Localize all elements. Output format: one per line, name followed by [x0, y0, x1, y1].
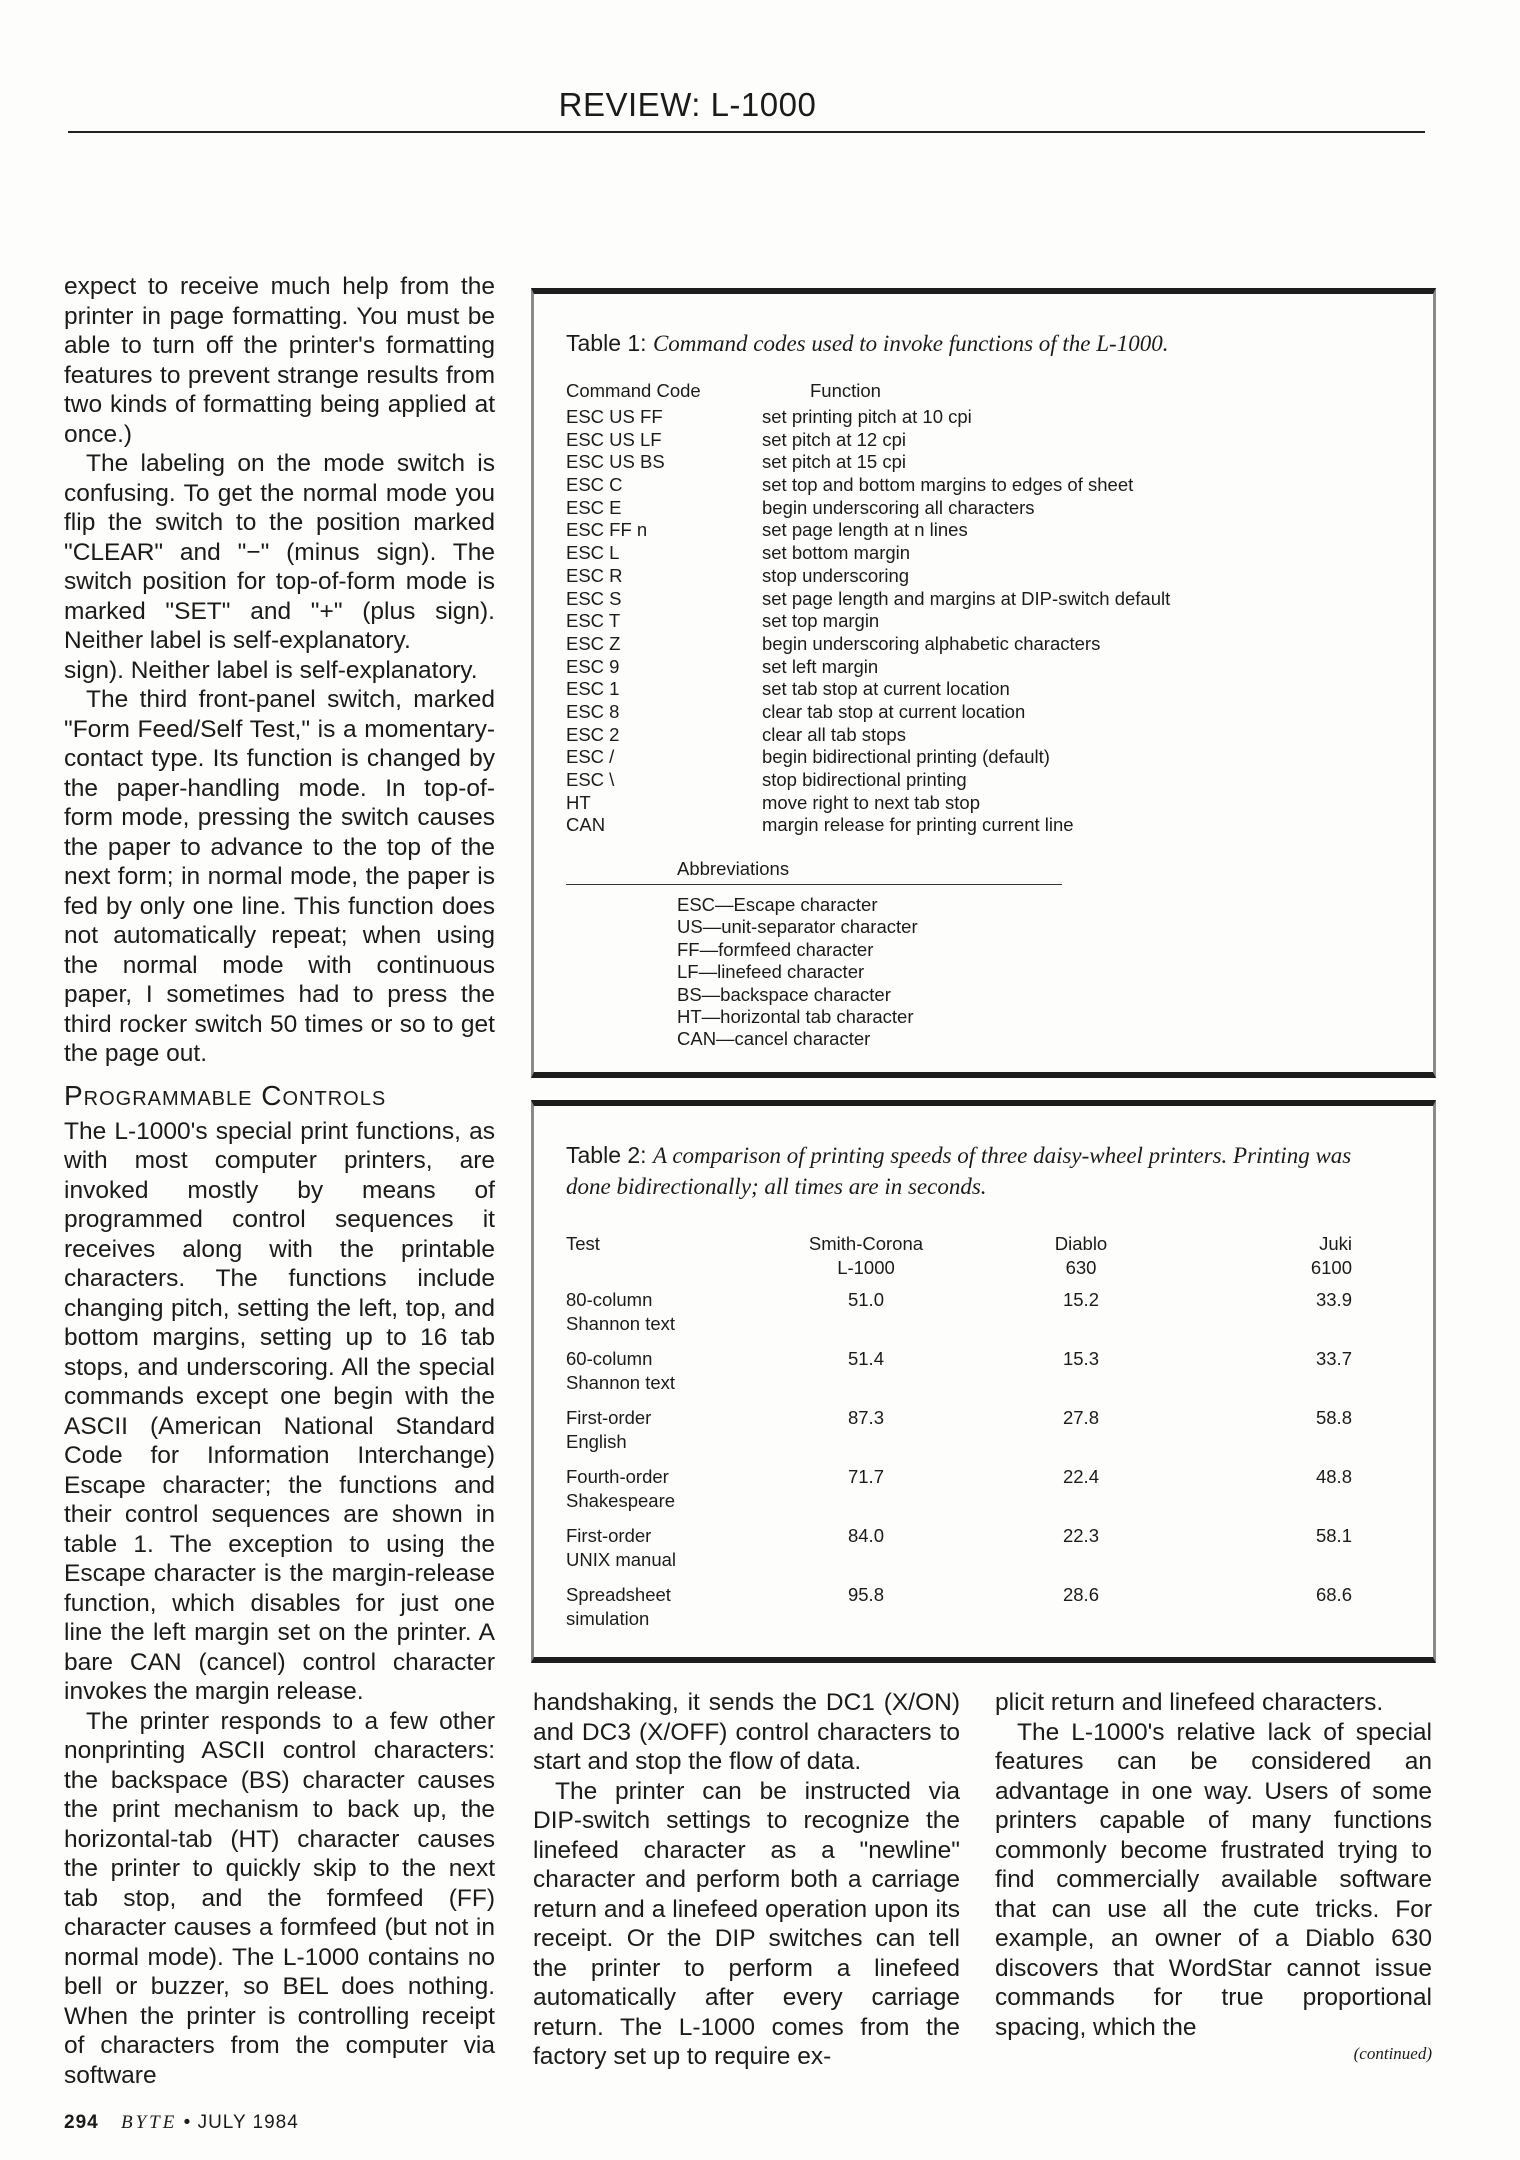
magazine-name: BYTE — [120, 2112, 178, 2133]
time-diablo: 28.6 — [1062, 1584, 1099, 1605]
time-juki: 58.8 — [1315, 1407, 1352, 1428]
command-code: ESC C — [566, 474, 623, 496]
command-function: begin bidirectional printing (default) — [762, 746, 1050, 768]
time-l1000: 51.4 — [847, 1348, 884, 1369]
test-name-line: simulation — [566, 1608, 650, 1629]
table-1-label: Table 1: — [566, 330, 647, 356]
time-juki: 33.9 — [1315, 1289, 1352, 1310]
paragraph: The printer can be instructed via DIP-switch settings to recognize the linefeed character as a "newline" character and perform both a carriage return and a linefeed operation upon its receipt. Or the DIP switches can tell the printer to perform a linefeed automatically after every carriage return. The L-1000 comes from the factory set up to require ex- — [533, 1777, 960, 2070]
time-juki: 68.6 — [1315, 1584, 1352, 1605]
table-row — [566, 724, 1386, 747]
command-function: move right to next tab stop — [762, 791, 981, 813]
paragraph: handshaking, it sends the DC1 (X/ON) and DC3 (X/OFF) control characters to start and stop the flow of data. — [533, 1689, 960, 1775]
command-function: begin underscoring alphabetic characters — [762, 632, 1101, 654]
time-juki: 33.7 — [1315, 1348, 1352, 1369]
command-function: set page length at n lines — [762, 519, 968, 541]
command-code: ESC R — [566, 564, 623, 586]
speed-table — [566, 1232, 1396, 1642]
header-line: Juki — [1319, 1233, 1352, 1254]
time-l1000: 84.0 — [847, 1525, 884, 1546]
command-code: ESC US FF — [566, 406, 663, 427]
table-row — [566, 633, 1386, 656]
table-row — [566, 474, 1386, 497]
header-test: Test — [566, 1233, 600, 1254]
paragraph: The L-1000's relative lack of special features can be considered an advantage in one way. Users of some printers capable of many functions commonly become frustrated trying to find commercially available software that can use all the cute tricks. For example, an owner of a Diablo 630 discovers that WordStar cannot issue commands for true proportional spacing, which the — [995, 1718, 1432, 2041]
command-code: HT — [566, 791, 591, 813]
header-smith-corona — [766, 1232, 966, 1288]
command-code: ESC S — [566, 587, 622, 609]
time-diablo: 27.8 — [1062, 1407, 1099, 1428]
header-line: Diablo — [1054, 1233, 1108, 1254]
command-function: set tab stop at current location — [762, 678, 1010, 700]
footer-separator: • — [183, 2112, 192, 2133]
abbreviations-list — [677, 894, 918, 1051]
command-function: margin release for printing current line — [762, 814, 1074, 836]
command-function: clear tab stop at current location — [762, 700, 1026, 722]
command-function: set top margin — [762, 610, 880, 632]
table-row — [566, 610, 1386, 633]
header-line: 6100 — [1310, 1257, 1352, 1278]
table-row — [566, 497, 1386, 520]
abbreviation-item: LF—linefeed character — [677, 961, 865, 983]
command-code: ESC 9 — [566, 655, 620, 677]
table-row — [566, 792, 1386, 815]
table-2-label: Table 2: — [566, 1142, 647, 1168]
time-diablo: 15.2 — [1062, 1289, 1099, 1310]
header-line: 630 — [1065, 1257, 1097, 1278]
command-code: ESC 8 — [566, 700, 620, 722]
table-row — [566, 678, 1386, 701]
test-name-line: UNIX manual — [566, 1549, 677, 1570]
paragraph: plicit return and linefeed characters. — [995, 1689, 1384, 1716]
command-code: ESC \ — [566, 769, 615, 790]
table-row — [566, 588, 1386, 611]
command-function: set pitch at 15 cpi — [762, 451, 906, 473]
table-2-caption-text: A comparison of printing speeds of three daisy-wheel printers. Printing was done bidirectionally; all times are in seconds. — [566, 1143, 1352, 1199]
command-function: set top and bottom margins to edges of sheet — [762, 474, 1134, 496]
header-line: L-1000 — [837, 1257, 895, 1278]
abbreviation-item: ESC—Escape character — [677, 894, 878, 915]
table-row — [566, 1347, 1396, 1406]
header-line: Smith-Corona — [808, 1233, 924, 1254]
command-function: set pitch at 12 cpi — [762, 428, 906, 450]
command-code: ESC US LF — [566, 428, 662, 450]
table-row — [566, 1465, 1396, 1524]
section-heading: Programmable Controls — [64, 1079, 387, 1111]
command-function: set left margin — [762, 655, 879, 677]
command-code: ESC 1 — [566, 678, 620, 700]
table-row — [566, 814, 1386, 837]
table-row — [566, 565, 1386, 588]
table-2 — [531, 1100, 1436, 1663]
table-row — [566, 746, 1386, 769]
table-1-caption-text: Command codes used to invoke functions of the L-1000. — [652, 331, 1169, 356]
header-diablo — [966, 1232, 1196, 1288]
time-l1000: 95.8 — [847, 1584, 884, 1605]
table-1 — [531, 288, 1436, 1078]
time-l1000: 87.3 — [847, 1407, 884, 1428]
command-code: ESC T — [566, 610, 621, 632]
test-name — [566, 1288, 766, 1347]
table-row — [566, 1583, 1396, 1642]
abbreviations-heading: Abbreviations — [677, 858, 790, 879]
test-name-line: 60-column — [566, 1348, 653, 1369]
table-row — [566, 406, 1386, 429]
table-row — [566, 429, 1386, 452]
speed-table-body — [566, 1288, 1396, 1642]
table-1-header-function: Function — [810, 380, 881, 401]
issue-date: JULY 1984 — [197, 2112, 299, 2133]
page-footer — [64, 2112, 299, 2134]
command-code: ESC / — [566, 746, 615, 768]
paragraph: The L-1000's special print functions, as with most computer printers, are invoked mostly by means of programmed control sequences it receives along with the printable characters. The functions include changing pitch, setting the left, top, and bottom margins, setting up to 16 tab stops, and underscoring. All the special commands except one begin with the ASCII (American National Standard Code for Information Interchange) Escape character; the functions and their control sequences are shown in table 1. The exception to using the Escape character is the margin-release function, which disables for just one line the left margin set on the printer. A bare CAN (cancel) control character invokes the margin release. — [64, 1117, 495, 1705]
test-name-line: Shannon text — [566, 1372, 676, 1393]
command-function: clear all tab stops — [762, 723, 906, 745]
test-name — [566, 1406, 766, 1465]
paragraph: The printer responds to a few other nonprinting ASCII control characters: the backspace (BS) character causes the print mechanism to back up, the horizontal-tab (HT) character causes the printer to quickly skip to the next tab stop, and the formfeed (FF) character causes a formfeed (but not in normal mode). The L-1000 contains no bell or buzzer, so BEL does nothing. When the printer is controlling receipt of characters from the computer via software — [64, 1707, 495, 2089]
table-row — [566, 542, 1386, 565]
test-name-line: 80-column — [566, 1289, 653, 1310]
command-code: ESC L — [566, 542, 620, 564]
table-1-rows — [566, 406, 1386, 837]
time-juki: 58.1 — [1315, 1525, 1352, 1546]
table-header-row — [566, 1232, 1396, 1288]
test-name-line: First-order — [566, 1407, 652, 1428]
table-row — [566, 701, 1386, 724]
header-rule — [68, 131, 1425, 133]
command-function: set bottom margin — [762, 542, 911, 564]
command-code: ESC FF n — [566, 519, 648, 541]
test-name — [566, 1524, 766, 1583]
test-name-line: Shannon text — [566, 1313, 676, 1334]
table-row — [566, 451, 1386, 474]
abbreviation-item: FF—formfeed character — [677, 938, 874, 960]
time-diablo: 15.3 — [1062, 1348, 1099, 1369]
time-diablo: 22.4 — [1062, 1466, 1099, 1487]
command-code: ESC Z — [566, 632, 621, 654]
paragraph: The third front-panel switch, marked "Form Feed/Self Test," is a momentary-contact type. Its function is changed by the paper-handling mode. In top-of-form mode, pressing the switch causes the paper to advance to the top of the next form; in normal mode, the paper is fed by only one line. This function does not automatically repeat; when using the normal mode with continuous paper, I sometimes had to press the third rocker switch 50 times or so to get the page out. — [64, 686, 495, 1067]
time-l1000: 51.0 — [847, 1289, 884, 1310]
table-row — [566, 1288, 1396, 1347]
command-code: ESC US BS — [566, 451, 665, 473]
table-row — [566, 656, 1386, 679]
test-name-line: Shakespeare — [566, 1490, 676, 1511]
table-row — [566, 769, 1386, 792]
paragraph: sign). Neither label is self-explanatory. — [64, 656, 478, 684]
table-row — [566, 519, 1386, 542]
command-function: set printing pitch at 10 cpi — [762, 406, 972, 427]
middle-column — [533, 1688, 960, 2072]
abbreviation-item: HT—horizontal tab character — [677, 1006, 914, 1028]
abbreviation-item: US—unit-separator character — [677, 916, 918, 938]
paragraph: expect to receive much help from the printer in page formatting. You must be able to turn off the printer's formatting features to prevent strange results from two kinds of formatting being applied at once.) — [64, 273, 495, 448]
abbreviation-item: BS—backspace character — [677, 983, 891, 1005]
command-function: set page length and margins at DIP-switch default — [762, 587, 1171, 609]
page-header-title: REVIEW: L-1000 — [558, 86, 817, 123]
continued-note: (continued) — [1353, 2044, 1432, 2063]
table-row — [566, 1524, 1396, 1583]
right-column — [995, 1688, 1432, 2064]
command-function: begin underscoring all characters — [762, 496, 1035, 518]
abbreviation-item: CAN—cancel character — [677, 1028, 871, 1050]
test-name — [566, 1465, 766, 1524]
table-1-header-code: Command Code — [566, 380, 701, 401]
time-diablo: 22.3 — [1062, 1525, 1099, 1546]
table-row — [566, 1406, 1396, 1465]
paragraph: The labeling on the mode switch is confusing. To get the normal mode you flip the switch to the position marked "CLEAR" and "−" (minus sign). The switch position for top-of-form mode is marked "SET" and "+" (plus sign). Neither label is self-explanatory. — [64, 450, 495, 654]
left-column — [64, 272, 495, 2090]
abbreviations-rule — [566, 884, 1062, 885]
test-name — [566, 1583, 766, 1642]
command-function: stop bidirectional printing — [762, 769, 967, 790]
command-code: ESC E — [566, 496, 622, 518]
time-juki: 48.8 — [1315, 1466, 1352, 1487]
table-2-caption — [566, 1140, 1396, 1202]
table-1-caption — [566, 328, 1168, 359]
time-l1000: 71.7 — [847, 1466, 884, 1487]
test-name-line: First-order — [566, 1525, 652, 1546]
command-code: ESC 2 — [566, 723, 620, 745]
test-name-line: English — [566, 1431, 627, 1452]
command-function: stop underscoring — [762, 564, 910, 586]
test-name-line: Spreadsheet — [566, 1584, 671, 1605]
page-number: 294 — [64, 2112, 99, 2133]
test-name-line: Fourth-order — [566, 1466, 669, 1487]
header-juki — [1196, 1232, 1396, 1288]
command-code: CAN — [566, 814, 606, 836]
test-name — [566, 1347, 766, 1406]
